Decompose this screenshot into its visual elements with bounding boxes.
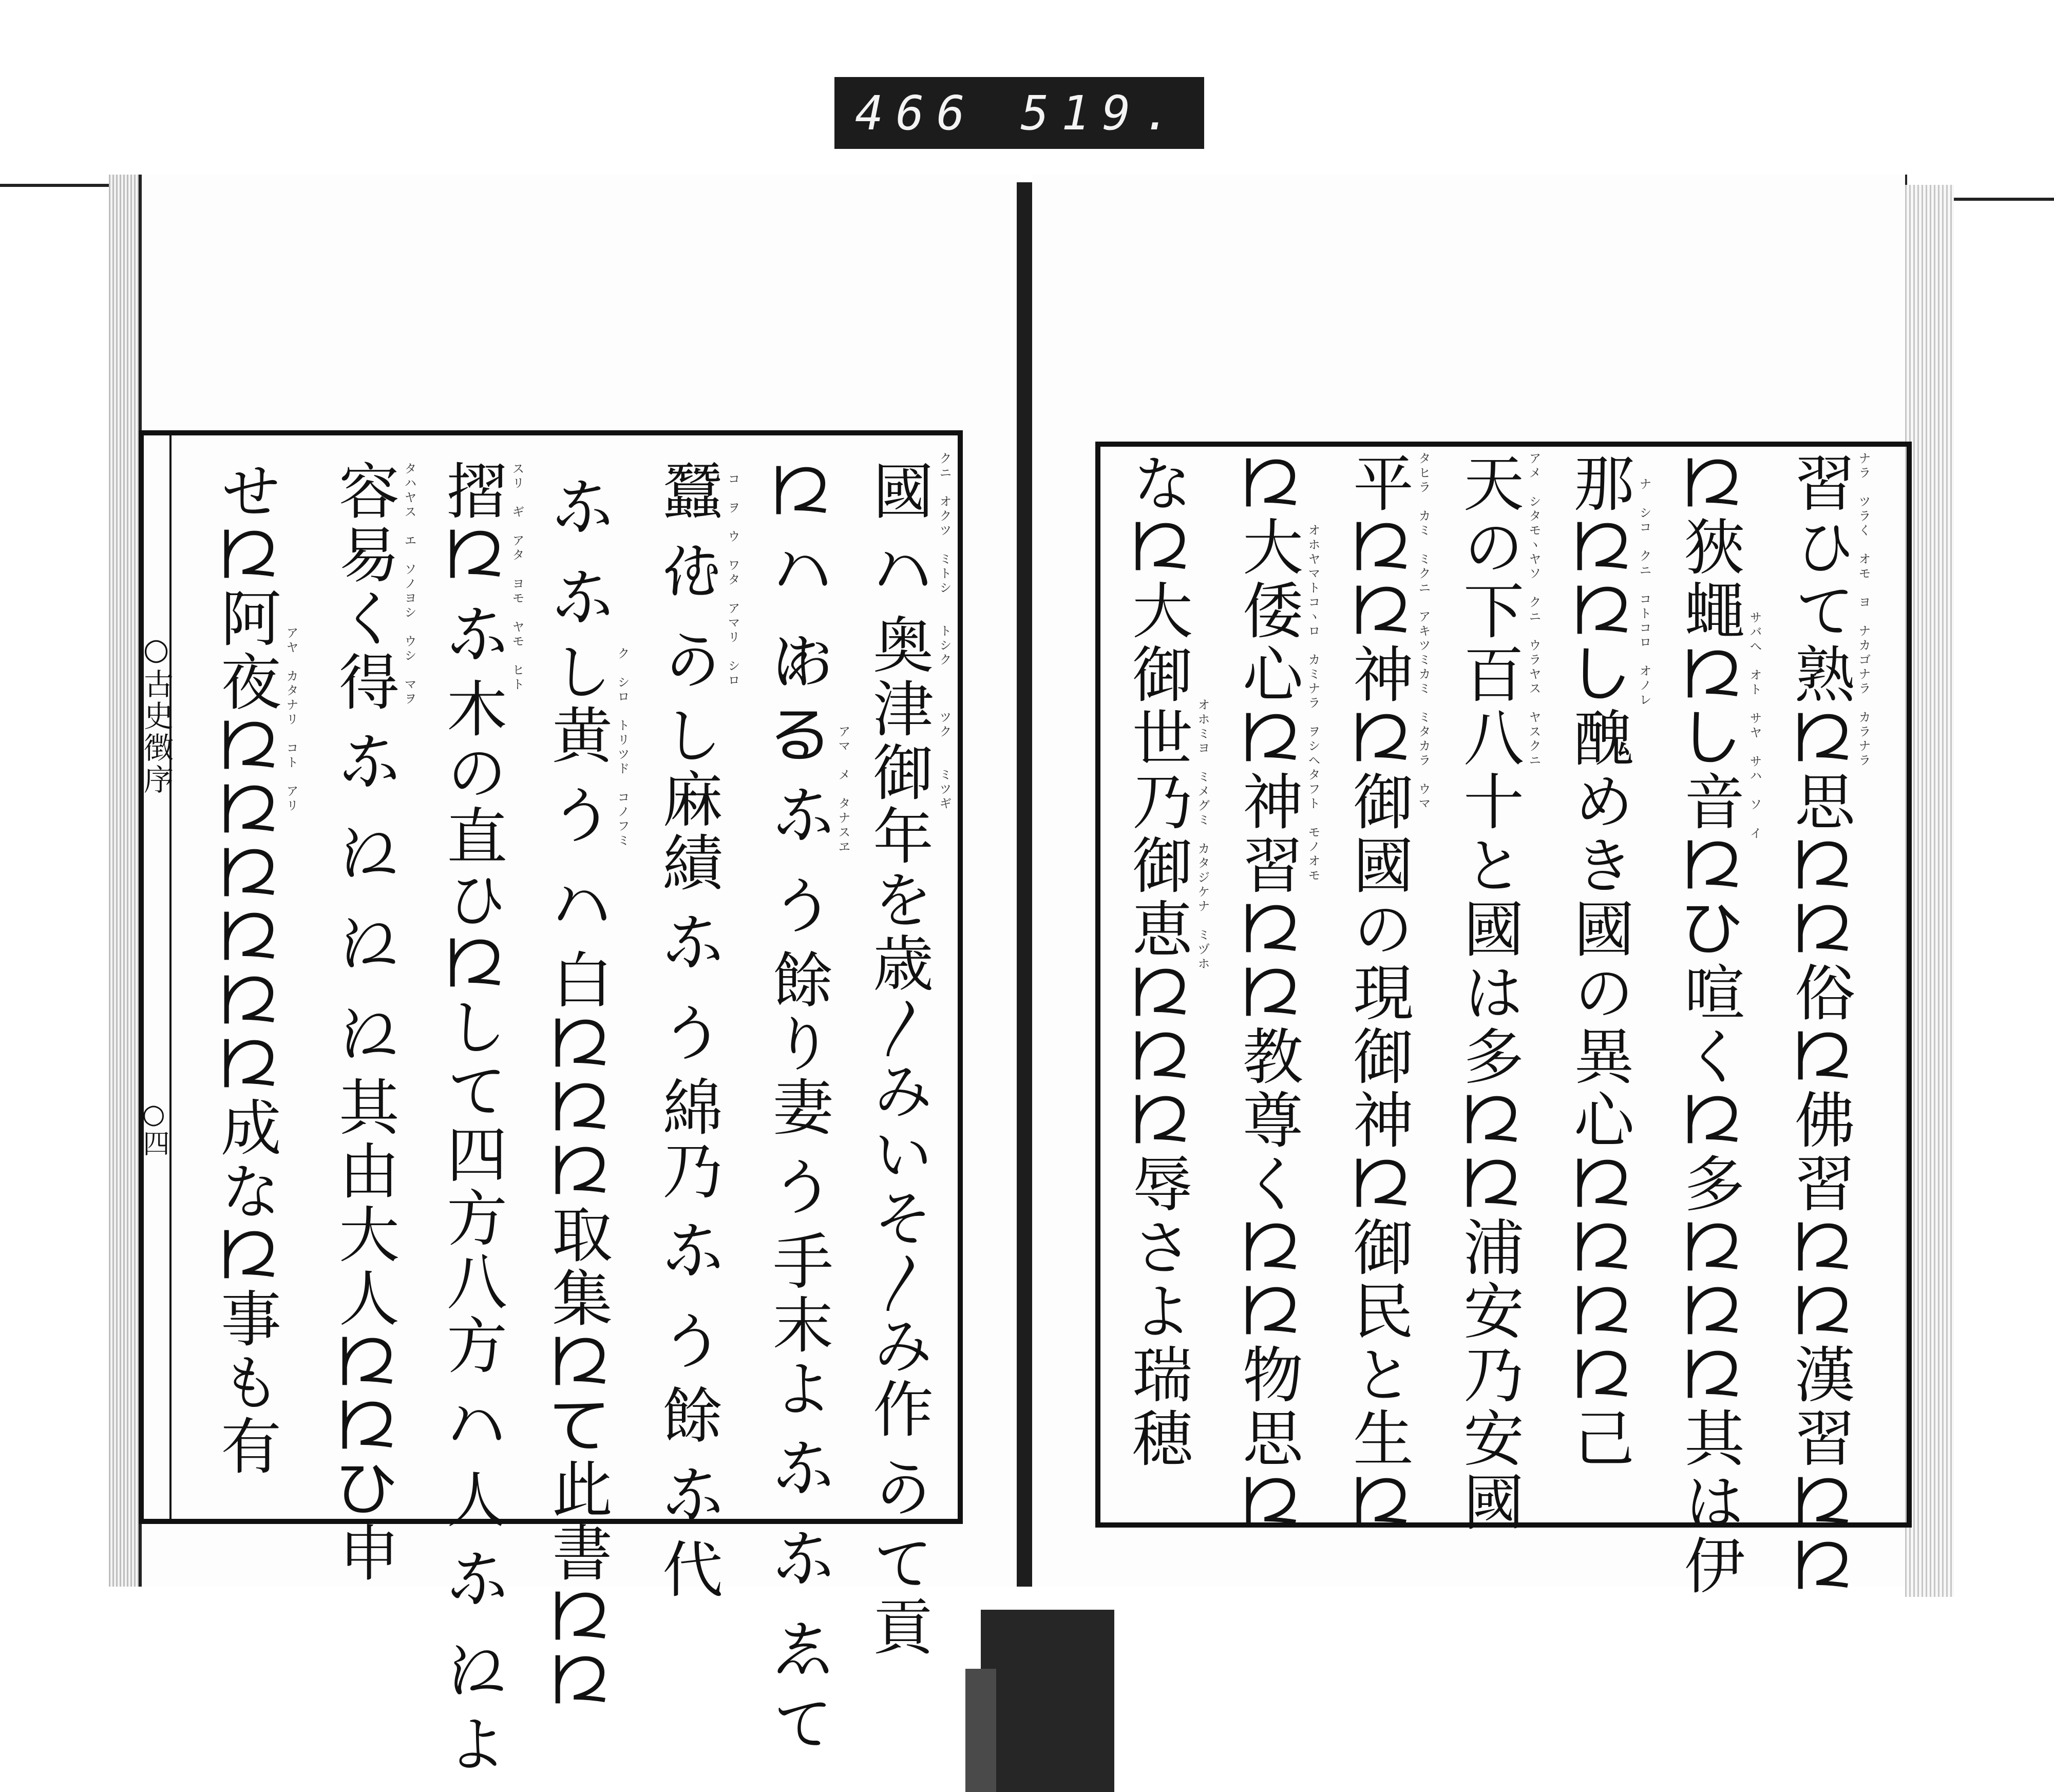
top-rule-right (1951, 198, 2054, 201)
left-ruby-4: ク シロ トリツド コノフミ (615, 647, 630, 848)
right-page-edge (1905, 185, 1954, 1597)
right-ruby-5: タヒラ カミ ミクニ アキツミカミ ミタカラ ウマ (1416, 452, 1431, 811)
running-title: ○古史徴序 (139, 632, 174, 796)
right-ruby-1: ナラ ツラく オモ ヨ ナカゴナラ カラナラ (1856, 452, 1871, 768)
left-column-7: せ𛀁阿夜𛀁𛀁𛀁𛀁𛀁𛀁成な𛀁事も有 (211, 460, 281, 1478)
right-column-7: な𛀁大御世乃御恵𛀁𛀁𛀁辱さよ瑞穂 (1122, 452, 1193, 1471)
right-ruby-3: ナ シコ クニ コトコロ オノレ (1637, 478, 1651, 708)
right-column-4: 天の下百八十と國は多𛀁𛀁浦安乃安國 (1453, 452, 1524, 1534)
left-column-5: 摺𛀁𛂁木の直ひ𛀁して四方八方𛂞人𛂁𛀁よ (436, 460, 507, 1776)
right-column-2: 𛀁狹蠅𛀁し音𛀁ひ喧く𛀁多𛀁𛀁𛀁其は伊 (1674, 452, 1745, 1598)
scan-label (834, 77, 1204, 149)
left-margin-rule (169, 435, 172, 1519)
right-ruby-6: オホヤマトコヽロ カミナラ ヲシヘタフト モノオモ (1306, 524, 1320, 883)
left-column-4: 𛂁𛂁し黄𛀚𛂞白𛀁𛀁𛀁取集𛀁て此書𛀁𛀁 (542, 460, 613, 1712)
left-column-3: 蠶𛀗𛀙し麻績𛂁𛀚綿乃𛂁𛀚餘𛂁代 (652, 460, 723, 1602)
left-ruby-1: クニ オクツ ミトシ トシク ツク ミツギ (937, 452, 952, 811)
right-ruby-7: オホミヨ ミメグミ カタジケナ ミヅホ (1195, 698, 1210, 971)
right-column-5: 平𛀁𛀁神𛀁御國の現御神𛀁御民と生𛀁 (1343, 452, 1414, 1534)
left-ruby-3: コ ヲ ウ ワタ アマリ シロ (726, 472, 740, 688)
left-column-1: 國𛂞奥津御年を歳〳みいそ〳み作𛀙て貢 (863, 460, 934, 1659)
page-number: ○四 (138, 1099, 169, 1156)
spine-shadow-step (965, 1669, 996, 1792)
left-ruby-5: スリ ギ アタ ヨモ ヤモ ヒト (510, 462, 524, 692)
right-ruby-4: アメ シタモヽヤソ クニ ウラヤス ヤスクニ (1527, 452, 1541, 768)
left-ruby-6: タハヤス エ ソノヨシ ウシ マヲ (402, 462, 416, 707)
spine-shadow (981, 1610, 1114, 1792)
right-column-6: 𛀁大倭心𛀁神習𛀁𛀁教尊く𛀁𛀁物思𛀁 (1232, 452, 1303, 1534)
left-ruby-7: アヤ カタナリ コト アリ (284, 626, 298, 813)
scan-label-right: 519. (1020, 85, 1184, 141)
book-spine (1017, 182, 1032, 1587)
right-column-3: 那𛀁𛀁し醜めき國の異心𛀁𛀁𛀁𛀁己 (1564, 452, 1634, 1471)
left-column-2: 𛀁𛂞𛄓る𛂁𛀚餘り妻𛀚手末よ𛂁𛂁𛁈て (763, 460, 833, 1756)
left-page-edge (109, 175, 139, 1587)
right-ruby-2: サバへ オト サヤ サハ ソ イ (1747, 611, 1762, 841)
left-column-6: 容易く得𛂁𛀁𛀁𛀁其由大人𛀁𛀁ひ申 (329, 460, 400, 1585)
right-column-1: 習ひて熟𛀁思𛀁𛀁俗𛀁佛習𛀁𛀁漢習𛀁𛀁 (1784, 452, 1855, 1598)
left-ruby-2: アマ メ タナスヱ (836, 668, 850, 854)
scan-label-left: 466 (855, 85, 978, 141)
